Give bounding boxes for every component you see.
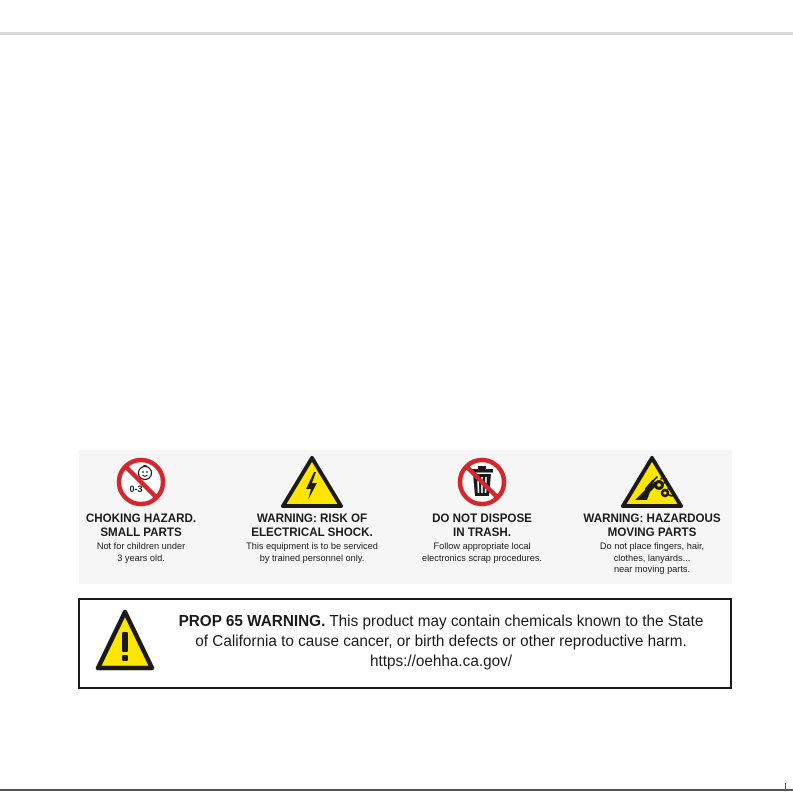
warning-description: Follow appropriate local electronics scrap procedures. [421,541,542,563]
moving-parts-icon [620,455,684,509]
prop65-line2: of California to cause cancer, or birth defects or other reproductive harm. [195,633,687,650]
top-divider [0,32,793,35]
prop65-url[interactable]: https://oehha.ca.gov/ [369,653,513,670]
warning-description: Not for children under 3 years old. [96,541,186,563]
bottom-divider [0,789,793,791]
bottom-tick-mark [785,783,786,791]
choking-hazard-icon [115,455,167,509]
warning-electrical-shock [232,455,392,564]
warning-moving-parts [572,455,732,576]
prop65-text [160,612,722,672]
no-trash-icon [456,455,508,509]
warning-title: CHOKING HAZARD. SMALL PARTS [85,512,197,539]
warning-description: This equipment is to be serviced by trained personnel only. [246,541,378,563]
prop65-warning-box [78,598,732,689]
warning-no-trash [402,455,562,564]
warning-description: Do not place fingers, hair, clothes, lanyards... near moving parts. [599,541,705,574]
exclamation-warning-icon [94,608,156,672]
prop65-line1: This product may contain chemicals known to the State [329,613,704,630]
electrical-shock-icon [280,455,344,509]
warning-title: DO NOT DISPOSE IN TRASH. [432,512,532,539]
warning-title: WARNING: HAZARDOUS MOVING PARTS [583,512,721,539]
warning-title: WARNING: RISK OF ELECTRICAL SHOCK. [251,512,373,539]
warning-choking-hazard [61,455,221,564]
age-badge: 0-3 [129,484,143,494]
prop65-heading: PROP 65 WARNING. [178,613,326,630]
